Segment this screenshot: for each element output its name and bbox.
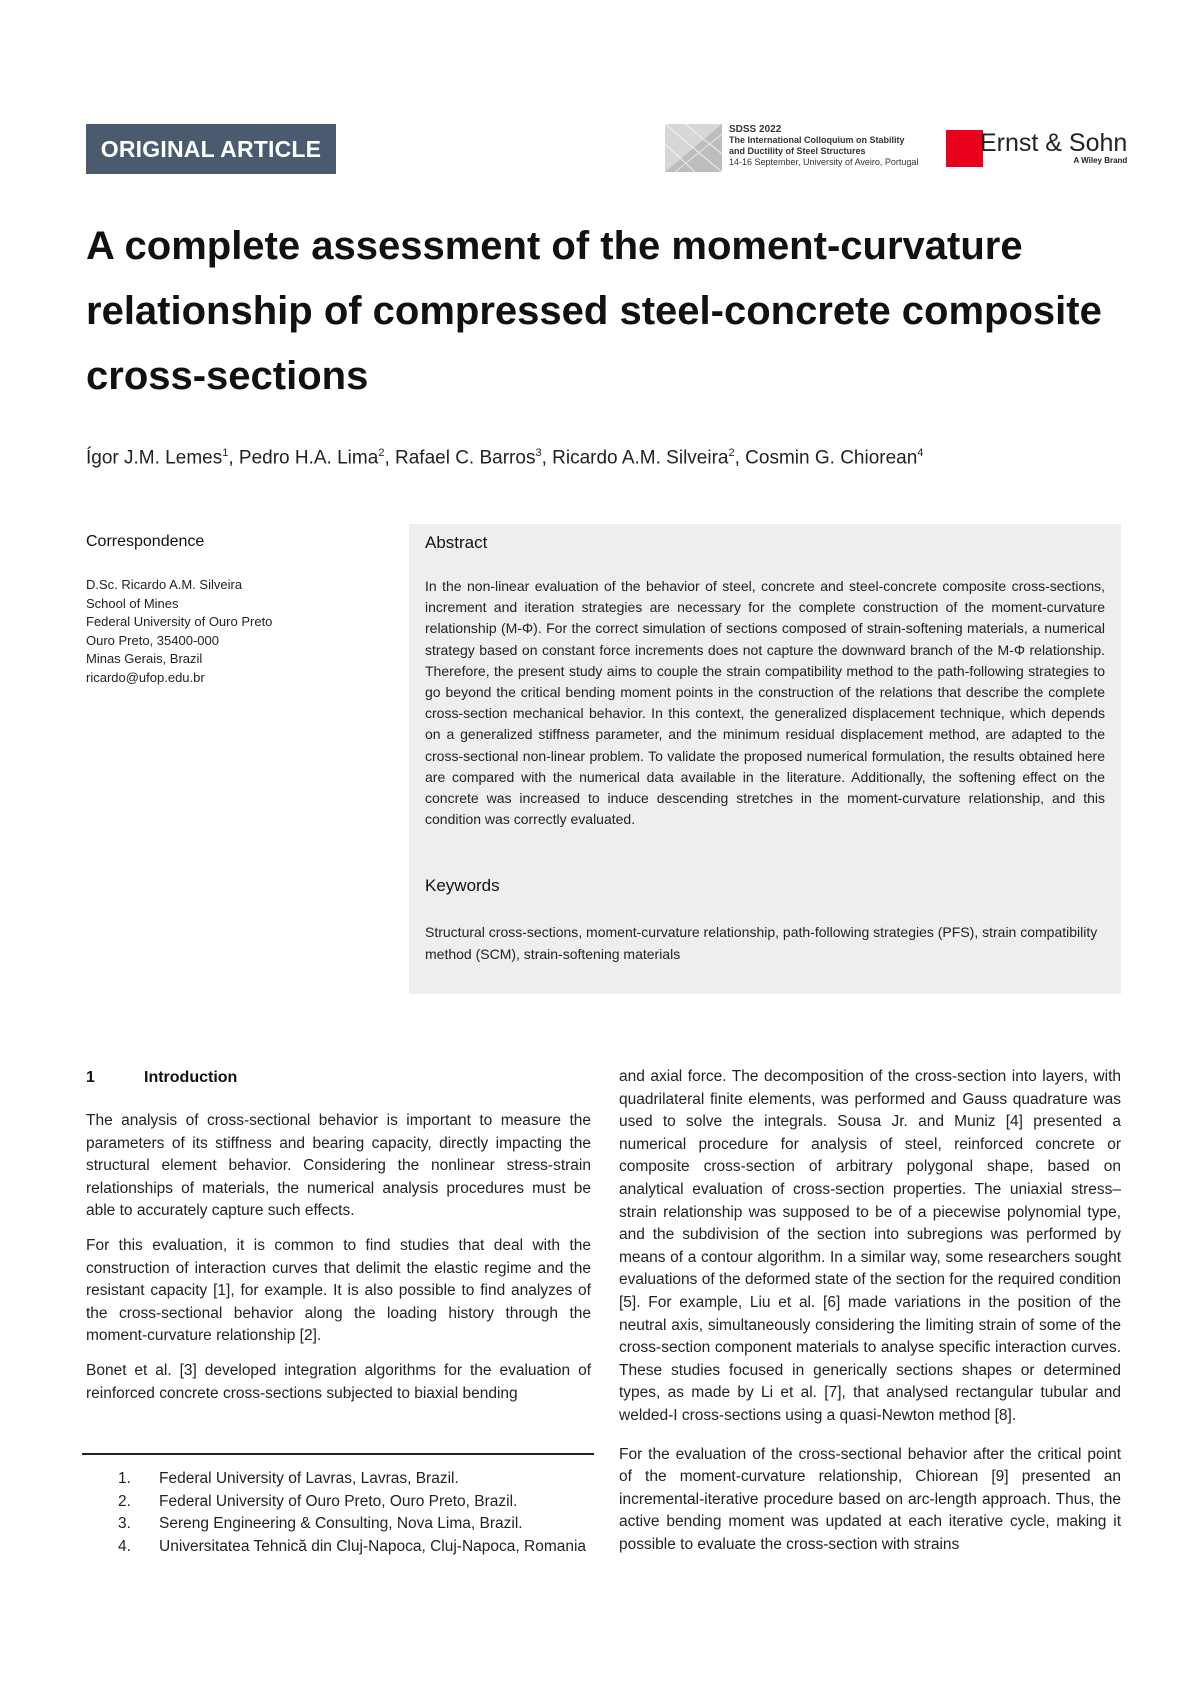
body-column-right [619, 1066, 1121, 1568]
author-affiliation-sup: 1 [222, 447, 229, 459]
publisher-logo [946, 130, 1127, 170]
abstract-heading: Abstract [425, 533, 488, 552]
affiliation-text: Universitatea Tehnică din Cluj-Napoca, Cluj-Napoca, Romania [159, 1537, 587, 1555]
author-name: Ricardo A.M. Silveira [552, 447, 729, 469]
correspondence-city: Ouro Preto, 35400-000 [86, 632, 219, 648]
author-list: Ígor J.M. Lemes$^1$, Pedro H.A. Lima$^2$, Rafael C. Barros$^3$, Ricardo A.M. Silveira$^2$, Cosmin G. Chiorean$^4$ [86, 447, 924, 469]
affiliation-text: Federal University of Ouro Preto, Ouro Preto, Brazil. [159, 1492, 518, 1510]
affiliation-number: 3. [118, 1515, 131, 1533]
body-paragraph: For the evaluation of the cross-sectional behavior after the critical point of the moment-curvature relationship, Chiorean [9] presented an incremental-iterative procedure based on arc-length approach. Thus, the active bending moment was updated at each iterative cycle, making it possible to evaluate the cross-section with strains [619, 1445, 1121, 1553]
conference-dates: 14-16 September, University of Aveiro, Portugal [729, 157, 919, 167]
correspondence-block [86, 576, 272, 688]
affiliation-item [118, 1536, 592, 1559]
author-name: Ígor J.M. Lemes [86, 447, 223, 469]
publisher-name: Ernst & Sohn [980, 129, 1128, 157]
keywords-heading: Keywords [425, 876, 500, 895]
author-name: Pedro H.A. Lima [238, 447, 379, 469]
conference-info [729, 124, 918, 174]
paper-title: A complete assessment of the moment-curvature relationship of compressed steel-concrete composite cross-sections [86, 224, 1102, 398]
affiliation-text: Sereng Engineering & Consulting, Nova Lima, Brazil. [159, 1515, 523, 1533]
author-affiliation-sup: 3 [535, 447, 542, 459]
conference-line-2: The International Colloquium on Stability [729, 135, 905, 145]
affiliation-number: 2. [118, 1492, 131, 1510]
correspondence-state: Minas Gerais, Brazil [86, 651, 203, 667]
correspondence-university: Federal University of Ouro Preto [86, 614, 273, 630]
footnote-divider [82, 1453, 594, 1455]
keywords-text: Structural cross-sections, moment-curvature relationship, path-following strategies (PFS), strain compatibility method (SCM), strain-softening materials [425, 924, 1098, 962]
section-title: Introduction [144, 1069, 238, 1086]
affiliation-text: Federal University of Lavras, Lavras, Brazil. [159, 1470, 459, 1487]
correspondence-name: D.Sc. Ricardo A.M. Silveira [86, 577, 243, 592]
affiliation-item [118, 1491, 592, 1514]
correspondence-email[interactable]: ricardo@ufop.edu.br [86, 669, 205, 685]
affiliation-item [118, 1513, 592, 1536]
correspondence-heading: Correspondence [86, 533, 205, 550]
abstract-box [409, 524, 1121, 994]
body-paragraph: and axial force. The decomposition of the cross-section into layers, with quadrilateral finite elements, was performed and Gauss quadrature was used to solve the integrals. Sousa Jr. and Muniz [4] presented a numerical procedure for analysis of steel, reinforced concrete or composite cross-section of arbitrary polygonal shape, based on analytical evaluation of cross-section properties. The uniaxial stress–strain relationship was supposed to be of a piecewise polynomial type, and the subdivision of the section into subregions was performed by means of a contour algorithm. In a similar way, some researchers sought evaluations of the deformed state of the section for the required condition [5]. For example, Liu et al. [6] made variations in the position of the neutral axis, simultaneously considering the limiting strain of some of the cross-section component materials to analyse specific interaction curves. These studies focused in generically sections shapes or determined types, as made by Li et al. [7], that analysed rectangular tubular and welded-I cross-sections using a quasi-Newton method [8]. [619, 1068, 1121, 1424]
section-heading-introduction [86, 1069, 237, 1087]
body-paragraph: The analysis of cross-sectional behavior is important to measure the parameters of its stiffness and bearing capacity, directly impacting the structural element behavior. Considering the nonlinear stress-strain relationships of materials, the numerical analysis procedures must be able to accurately capture such effects. [86, 1112, 591, 1220]
author-name: Rafael C. Barros [395, 447, 536, 469]
affiliation-number: 4. [118, 1537, 131, 1555]
conference-logo [665, 124, 930, 174]
body-paragraph: For this evaluation, it is common to find studies that deal with the construction of interaction curves that delimit the elastic regime and the resistant capacity [1], for example. It is also possible to find analyzes of the cross-sectional behavior along the loading history through the moment-curvature relationship [2]. [86, 1236, 591, 1345]
article-type-badge: ORIGINAL ARTICLE [86, 124, 336, 174]
affiliation-number: 1. [118, 1470, 131, 1487]
author-affiliation-sup: 2 [728, 447, 735, 459]
conference-line-3: and Ductility of Steel Structures [729, 146, 866, 156]
conference-name: SDSS 2022 [729, 124, 782, 135]
author-name: Cosmin G. Chiorean [745, 447, 918, 469]
publisher-tagline: A Wiley Brand [1073, 156, 1128, 165]
affiliation-item [118, 1468, 592, 1491]
author-affiliation-sup: 2 [378, 447, 385, 459]
publisher-red-square-icon [946, 130, 983, 167]
correspondence-school: School of Mines [86, 595, 179, 611]
sdss-emblem-icon [665, 124, 722, 172]
section-number: 1 [86, 1069, 95, 1086]
abstract-text: In the non-linear evaluation of the behavior of steel, concrete and steel-concrete composite cross-sections, increment and iteration strategies are necessary for the complete construction of the moment-curvature relationship (M-Φ). For the correct simulation of sections composed of strain-softening materials, a numerical strategy based on constant force increments does not capture the downward branch of the M-Φ relationship. Therefore, the present study aims to couple the strain compatibility method to the path-following strategies to go beyond the critical bending moment points in the construction of the relations that describe the complete cross-section mechanical behavior. In this context, the generalized displacement technique, which depends on a generalized stiffness parameter, and the minimum residual displacement method, are adapted to the cross-sectional non-linear problem. To validate the proposed numerical formulation, the results obtained here are compared with the numerical data available in the literature. Additionally, the softening effect on the concrete was increased to induce descending stretches in the moment-curvature relationship, and this condition was correctly evaluated. [425, 578, 1105, 828]
author-affiliation-sup: 4 [917, 447, 924, 459]
body-paragraph: Bonet et al. [3] developed integration algorithms for the evaluation of reinforced concrete cross-sections subjected to biaxial bending [86, 1361, 591, 1402]
affiliation-list [118, 1468, 592, 1558]
body-column-left [86, 1110, 591, 1417]
